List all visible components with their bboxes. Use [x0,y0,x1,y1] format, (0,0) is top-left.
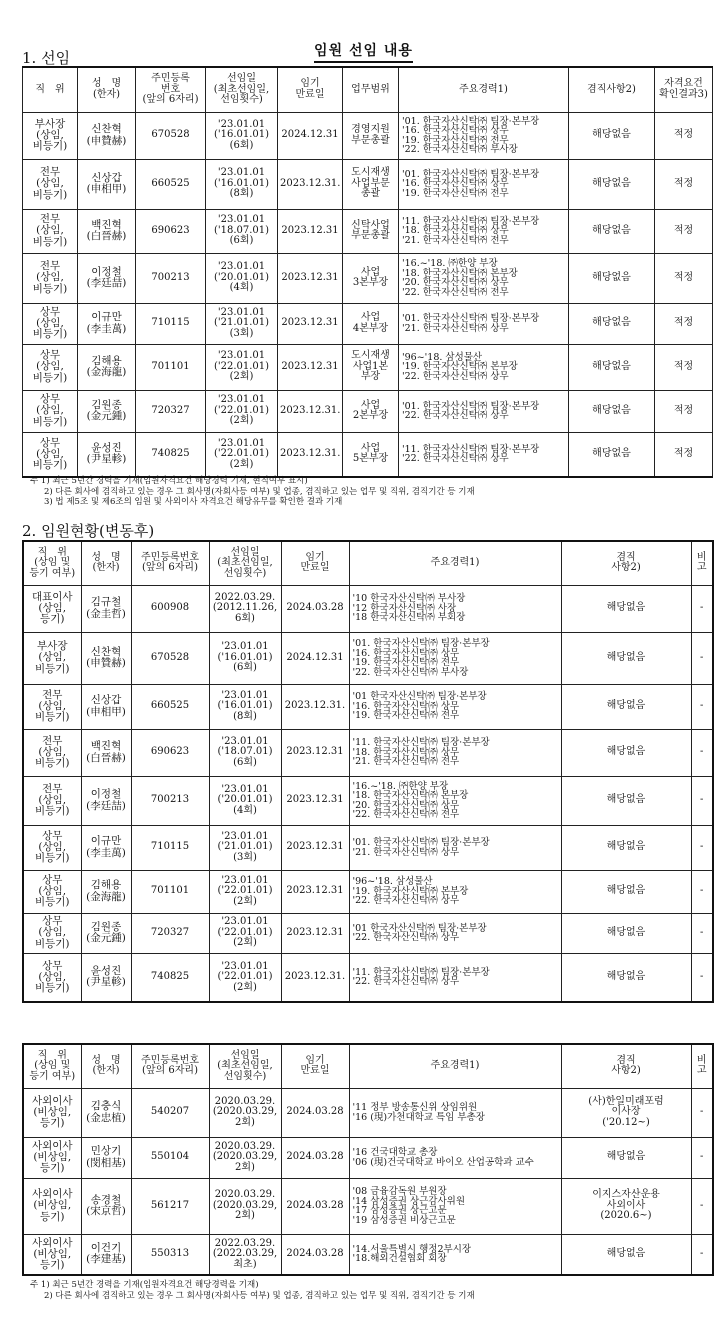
table-row [23,684,713,729]
header-remark: 비 고 [691,1044,713,1088]
cell-resident-id: 670528 [131,632,209,684]
cell-term-expiry: 2024.03.28 [281,1178,349,1234]
cell-resident-id: 720327 [131,913,209,953]
cell-name: 윤성진 (尹星軫) [81,953,131,1002]
cell-position: 전무 (상임, 비등기) [23,159,78,209]
cell-appointment-date: '23.01.01 ('16.01.01) (6회) [206,112,278,159]
cell-concurrent-position: 해당없음 [561,729,691,776]
cell-appointment-date: '23.01.01 ('22.01.01) (2회) [209,913,281,953]
cell-concurrent-position: 해당없음 [569,112,655,159]
header-resident-id: 주민등록 번호 (앞의 6자리) [136,67,206,112]
table-header-row [23,67,713,112]
section-1-heading: 1. 선임 [22,49,71,67]
cell-resident-id: 690623 [131,729,209,776]
cell-concurrent-position: 해당없음 [561,684,691,729]
cell-concurrent-position: 해당없음 [561,632,691,684]
table-header-row [23,541,713,585]
cell-concurrent-position: 해당없음 [569,432,655,477]
header-career: 주요경력1) [349,1044,561,1088]
cell-appointment-date: '23.01.01 ('22.01.01) (2회) [206,390,278,432]
cell-term-expiry: 2023.12.31. [281,953,349,1002]
cell-scope: 사업 2본부장 [343,390,399,432]
section-2-heading: 2. 임원현황(변동후) [22,522,155,540]
note-2: 2) 다른 회사에 겸직하고 있는 경우 그 회사명(자회사등 여부) 및 업종, 겸직하고 있는 업무 및 직위, 겸직기간 등 기재 [44,1290,475,1301]
table-row [23,585,713,632]
cell-qualification: 적정 [655,303,713,344]
cell-term-expiry: 2023.12.31 [281,825,349,870]
cell-concurrent-position: 해당없음 [569,209,655,253]
cell-scope: 사업 5본부장 [343,432,399,477]
header-term-expiry: 임기 만료일 [278,67,343,112]
cell-position: 전무 (상임, 비등기) [23,729,81,776]
cell-concurrent-position: 해당없음 [561,776,691,825]
cell-resident-id: 700213 [131,776,209,825]
cell-resident-id: 660525 [131,684,209,729]
cell-appointment-date: '23.01.01 ('16.01.01) (8회) [206,159,278,209]
header-name: 성 명 (한자) [78,67,136,112]
cell-resident-id: 690623 [136,209,206,253]
cell-appointment-date: '23.01.01 ('20.01.01) (4회) [209,776,281,825]
cell-term-expiry: 2023.12.31. [278,390,343,432]
cell-remark: - [691,1234,713,1275]
cell-name: 이정철 (李廷喆) [78,253,136,303]
cell-name: 송경철 (宋京哲) [81,1178,131,1234]
cell-term-expiry: 2023.12.31 [278,303,343,344]
cell-name: 이규만 (李圭萬) [78,303,136,344]
header-name: 성 명 (한자) [81,1044,131,1088]
cell-career: '16.~'18. ㈜한양 부장 '18. 한국자산신탁㈜ 본부장 '20. 한국자산신탁㈜ 상무 '22. 한국자산신탁㈜ 전무 [399,253,569,303]
cell-scope: 신탁사업 부문총괄 [343,209,399,253]
cell-position: 상무 (상임, 비등기) [23,390,78,432]
cell-concurrent-position: 해당없음 [561,825,691,870]
cell-appointment-date: '23.01.01 ('16.01.01) (6회) [209,632,281,684]
cell-concurrent-position: (사)한일미래포럼 이사장 ('20.12~) [561,1088,691,1137]
cell-position: 전무 (상임, 비등기) [23,684,81,729]
cell-position: 사외이사 (비상임, 등기) [23,1137,81,1178]
cell-position: 상무 (상임, 비등기) [23,870,81,913]
cell-term-expiry: 2023.12.31. [278,432,343,477]
cell-qualification: 적정 [655,432,713,477]
cell-resident-id: 540207 [131,1088,209,1137]
cell-term-expiry: 2023.12.31 [278,344,343,390]
cell-career: '01. 한국자산신탁㈜ 팀장·본부장 '16. 한국자산신탁㈜ 상무 '19. 한국자산신탁㈜ 전무 '22. 한국자산신탁㈜ 부사장 [399,112,569,159]
cell-term-expiry: 2023.12.31 [281,913,349,953]
cell-position: 전무 (상임, 비등기) [23,253,78,303]
cell-resident-id: 701101 [136,344,206,390]
cell-concurrent-position: 해당없음 [561,953,691,1002]
header-appointment-date: 선임일 (최초선임일, 선임횟수) [209,541,281,585]
cell-career: '01. 한국자산신탁㈜ 팀장·본부장 '21. 한국자산신탁㈜ 상무 [349,825,561,870]
cell-career: '01. 한국자산신탁㈜ 팀장·본부장 '21. 한국자산신탁㈜ 상무 [399,303,569,344]
cell-resident-id: 600908 [131,585,209,632]
table-row [23,1234,713,1275]
cell-appointment-date: '23.01.01 ('22.01.01) (2회) [206,344,278,390]
cell-appointment-date: '23.01.01 ('22.01.01) (2회) [209,870,281,913]
cell-position: 사외이사 (비상임, 등기) [23,1178,81,1234]
cell-name: 신찬혁 (申贊赫) [81,632,131,684]
cell-appointment-date: '23.01.01 ('22.01.01) (2회) [206,432,278,477]
cell-position: 부사장 (상임, 비등기) [23,632,81,684]
cell-term-expiry: 2024.03.28 [281,1137,349,1178]
cell-term-expiry: 2023.12.31. [278,159,343,209]
cell-appointment-date: 2022.03.29. (2012.11.26, 6회) [209,585,281,632]
cell-remark: - [691,1137,713,1178]
cell-name: 민상기 (閔相基) [81,1137,131,1178]
table-row [23,953,713,1002]
cell-name: 이건기 (李建基) [81,1234,131,1275]
table-row [23,913,713,953]
header-resident-id: 주민등록번호 (앞의 6자리) [131,541,209,585]
cell-term-expiry: 2024.12.31 [281,632,349,684]
table-row [23,209,713,253]
cell-appointment-date: '23.01.01 ('22.01.01) (2회) [209,953,281,1002]
cell-resident-id: 720327 [136,390,206,432]
header-name: 성 명 (한자) [81,541,131,585]
header-concurrent-position: 겸직 사항2) [561,541,691,585]
cell-name: 신찬혁 (申贊赫) [78,112,136,159]
cell-remark: - [691,632,713,684]
header-appointment-date: 선임일 (최초선임일, 선임횟수) [206,67,278,112]
cell-term-expiry: 2023.12.31 [281,729,349,776]
header-appointment-date: 선임일 (최초선임일, 선임횟수) [209,1044,281,1088]
cell-name: 김규철 (金圭哲) [81,585,131,632]
cell-name: 김원종 (金元鍾) [78,390,136,432]
table-row [23,1137,713,1178]
cell-position: 상무 (상임, 비등기) [23,825,81,870]
cell-career: '01. 한국자산신탁㈜ 팀장·본부장 '16. 한국자산신탁㈜ 상무 '19. 한국자산신탁㈜ 전무 '22. 한국자산신탁㈜ 부사장 [349,632,561,684]
cell-position: 사외이사 (비상임, 등기) [23,1234,81,1275]
table-row [23,253,713,303]
cell-concurrent-position: 이지스자산운용 사외이사 (2020.6~) [561,1178,691,1234]
cell-career: '01. 한국자산신탁㈜ 팀장·본부장 '16. 한국자산신탁㈜ 상무 '19. 한국자산신탁㈜ 전무 [399,159,569,209]
cell-qualification: 적정 [655,390,713,432]
cell-career: '14.서울특별시 행정2부시장 '18.해외건설협회 회장 [349,1234,561,1275]
header-position: 직 위 (상임 및 등기 여부) [23,1044,81,1088]
cell-career: '16.~'18. ㈜한양 부장 '18. 한국자산신탁㈜ 본부장 '20. 한국자산신탁㈜ 상무 '22. 한국자산신탁㈜ 전무 [349,776,561,825]
section-3-notes [30,1280,475,1301]
table-row [23,825,713,870]
cell-position: 상무 (상임, 비등기) [23,953,81,1002]
cell-qualification: 적정 [655,344,713,390]
cell-appointment-date: '23.01.01 ('18.07.01) (6회) [206,209,278,253]
header-position: 직 위 [23,67,78,112]
cell-resident-id: 740825 [136,432,206,477]
cell-remark: - [691,729,713,776]
cell-appointment-date: '23.01.01 ('21.01.01) (3회) [206,303,278,344]
cell-appointment-date: '23.01.01 ('16.01.01) (8회) [209,684,281,729]
cell-remark: - [691,1088,713,1137]
section-1-notes [30,476,475,508]
cell-appointment-date: '23.01.01 ('21.01.01) (3회) [209,825,281,870]
cell-appointment-date: 2020.03.29. (2020.03.29, 2회) [209,1178,281,1234]
cell-resident-id: 670528 [136,112,206,159]
cell-position: 부사장 (상임, 비등기) [23,112,78,159]
table-row [23,344,713,390]
header-career: 주요경력1) [349,541,561,585]
cell-remark: - [691,776,713,825]
cell-career: '10 한국자산신탁㈜ 부사장 '12 한국자산신탁㈜ 사장 '18 한국자산신탁㈜ 부회장 [349,585,561,632]
header-remark: 비 고 [691,541,713,585]
cell-remark: - [691,585,713,632]
cell-scope: 사업 4본부장 [343,303,399,344]
cell-name: 김충식 (金忠植) [81,1088,131,1137]
cell-resident-id: 561217 [131,1178,209,1234]
cell-concurrent-position: 해당없음 [561,585,691,632]
cell-career: '96~'18. 삼성물산 '19. 한국자산신탁㈜ 본부장 '22. 한국자산신탁㈜ 상무 [349,870,561,913]
table-row [23,870,713,913]
note-2: 2) 다른 회사에 겸직하고 있는 경우 그 회사명(자회사등 여부) 및 업종, 겸직하고 있는 업무 및 직위, 겸직기간 등 기재 [44,486,475,497]
cell-remark: - [691,913,713,953]
appointment-table [22,66,713,478]
table-row [23,1178,713,1234]
cell-scope: 사업 3본부장 [343,253,399,303]
header-position: 직 위 (상임 및 등기 여부) [23,541,81,585]
cell-career: '11. 한국자산신탁㈜ 팀장·본부장 '18. 한국자산신탁㈜ 상무 '21. 한국자산신탁㈜ 전무 [399,209,569,253]
cell-appointment-date: '23.01.01 ('18.07.01) (6회) [209,729,281,776]
cell-career: '96~'18. 삼성물산 '19. 한국자산신탁㈜ 본부장 '22. 한국자산신탁㈜ 상무 [399,344,569,390]
table-row [23,632,713,684]
cell-appointment-date: '23.01.01 ('20.01.01) (4회) [206,253,278,303]
cell-name: 신상갑 (申相甲) [78,159,136,209]
cell-qualification: 적정 [655,209,713,253]
header-term-expiry: 임기 만료일 [281,541,349,585]
cell-concurrent-position: 해당없음 [561,1137,691,1178]
page-title: 임원 선임 내용 [0,40,727,60]
header-concurrent-position: 겸직사항2) [569,67,655,112]
cell-qualification: 적정 [655,112,713,159]
cell-career: '08 금융감독원 부원장 '14 삼성증권 상근감사위원 '17 삼성증권 상근고문 '19 삼성증권 비상근고문 [349,1178,561,1234]
cell-appointment-date: 2022.03.29. (2022.03.29, 최초) [209,1234,281,1275]
table-row [23,432,713,477]
cell-term-expiry: 2023.12.31 [281,870,349,913]
header-term-expiry: 임기 만료일 [281,1044,349,1088]
header-qualification: 자격요건 확인결과3) [655,67,713,112]
cell-resident-id: 660525 [136,159,206,209]
cell-remark: - [691,953,713,1002]
cell-qualification: 적정 [655,253,713,303]
cell-position: 전무 (상임, 비등기) [23,776,81,825]
cell-concurrent-position: 해당없음 [569,390,655,432]
header-concurrent-position: 겸직 사항2) [561,1044,691,1088]
cell-term-expiry: 2024.03.28 [281,1088,349,1137]
table-row [23,303,713,344]
cell-name: 김원종 (金元鍾) [81,913,131,953]
cell-resident-id: 701101 [131,870,209,913]
cell-scope: 경영지원 부문총괄 [343,112,399,159]
cell-qualification: 적정 [655,159,713,209]
cell-term-expiry: 2023.12.31 [281,776,349,825]
cell-career: '11. 한국자산신탁㈜ 팀장·본부장 '22. 한국자산신탁㈜ 상무 [349,953,561,1002]
cell-position: 상무 (상임, 비등기) [23,344,78,390]
table-header-row [23,1044,713,1088]
cell-career: '01 한국자산신탁㈜ 팀장·본부장 '16. 한국자산신탁㈜ 상무 '19. 한국자산신탁㈜ 전무 [349,684,561,729]
cell-position: 전무 (상임, 비등기) [23,209,78,253]
table-row [23,112,713,159]
cell-concurrent-position: 해당없음 [561,1234,691,1275]
cell-term-expiry: 2024.03.28 [281,585,349,632]
cell-position: 상무 (상임, 비등기) [23,913,81,953]
cell-name: 신상갑 (申相甲) [81,684,131,729]
cell-remark: - [691,825,713,870]
cell-concurrent-position: 해당없음 [561,870,691,913]
cell-resident-id: 700213 [136,253,206,303]
cell-scope: 도시재생 사업1본 부장 [343,344,399,390]
cell-name: 이정철 (李廷喆) [81,776,131,825]
table-row [23,390,713,432]
cell-career: '11. 한국자산신탁㈜ 팀장·본부장 '18. 한국자산신탁㈜ 상무 '21. 한국자산신탁㈜ 전무 [349,729,561,776]
cell-concurrent-position: 해당없음 [569,303,655,344]
header-scope: 업무범위 [343,67,399,112]
table-row [23,729,713,776]
cell-position: 상무 (상임, 비등기) [23,303,78,344]
cell-resident-id: 550104 [131,1137,209,1178]
note-1: 주 1) 최근 5년간 경력을 기재(임원자격요건 해당경력 기재, 현직여부 표시) [30,476,308,486]
cell-name: 백진혁 (白晉赫) [78,209,136,253]
cell-resident-id: 740825 [131,953,209,1002]
cell-name: 이규만 (李圭萬) [81,825,131,870]
cell-concurrent-position: 해당없음 [561,913,691,953]
cell-appointment-date: 2020.03.29. (2020.03.29, 2회) [209,1088,281,1137]
cell-appointment-date: 2020.03.29. (2020.03.29, 2회) [209,1137,281,1178]
cell-career: '11. 한국자산신탁㈜ 팀장·본부장 '22. 한국자산신탁㈜ 상무 [399,432,569,477]
header-career: 주요경력1) [399,67,569,112]
cell-name: 김해용 (金海龍) [78,344,136,390]
table-row [23,776,713,825]
cell-concurrent-position: 해당없음 [569,159,655,209]
cell-name: 윤성진 (尹星軫) [78,432,136,477]
cell-term-expiry: 2024.03.28 [281,1234,349,1275]
cell-career: '11 정부 방송통신위 상임위원 '16 (現)가천대학교 특임 부총장 [349,1088,561,1137]
cell-career: '01 한국자산신탁㈜ 팀장·본부장 '22. 한국자산신탁㈜ 상무 [349,913,561,953]
cell-position: 대표이사 (상임, 등기) [23,585,81,632]
note-3: 3) 법 제5조 및 제6조의 임원 및 사외이사 자격요건 해당유무를 확인한 결과 기재 [44,497,343,508]
cell-position: 상무 (상임, 비등기) [23,432,78,477]
cell-remark: - [691,684,713,729]
cell-term-expiry: 2024.12.31 [278,112,343,159]
cell-resident-id: 550313 [131,1234,209,1275]
cell-name: 백진혁 (白晉赫) [81,729,131,776]
cell-remark: - [691,1178,713,1234]
cell-resident-id: 710115 [136,303,206,344]
table-row [23,159,713,209]
cell-name: 김해용 (金海龍) [81,870,131,913]
officer-status-table [22,540,714,1003]
header-resident-id: 주민등록번호 (앞의 6자리) [131,1044,209,1088]
cell-remark: - [691,870,713,913]
note-1: 주 1) 최근 5년간 경력을 기재(임원자격요건 해당경력을 기재) [30,1280,259,1290]
cell-term-expiry: 2023.12.31. [281,684,349,729]
cell-term-expiry: 2023.12.31 [278,253,343,303]
table-row [23,1088,713,1137]
cell-term-expiry: 2023.12.31 [278,209,343,253]
outside-director-table [22,1043,714,1276]
cell-career: '01. 한국자산신탁㈜ 팀장·본부장 '22. 한국자산신탁㈜ 상무 [399,390,569,432]
cell-scope: 도시재생 사업부문 총괄 [343,159,399,209]
cell-concurrent-position: 해당없음 [569,344,655,390]
cell-concurrent-position: 해당없음 [569,253,655,303]
cell-position: 사외이사 (비상임, 등기) [23,1088,81,1137]
cell-career: '16 건국대학교 총장 '06 (現)건국대학교 바이오 산업공학과 교수 [349,1137,561,1178]
cell-resident-id: 710115 [131,825,209,870]
